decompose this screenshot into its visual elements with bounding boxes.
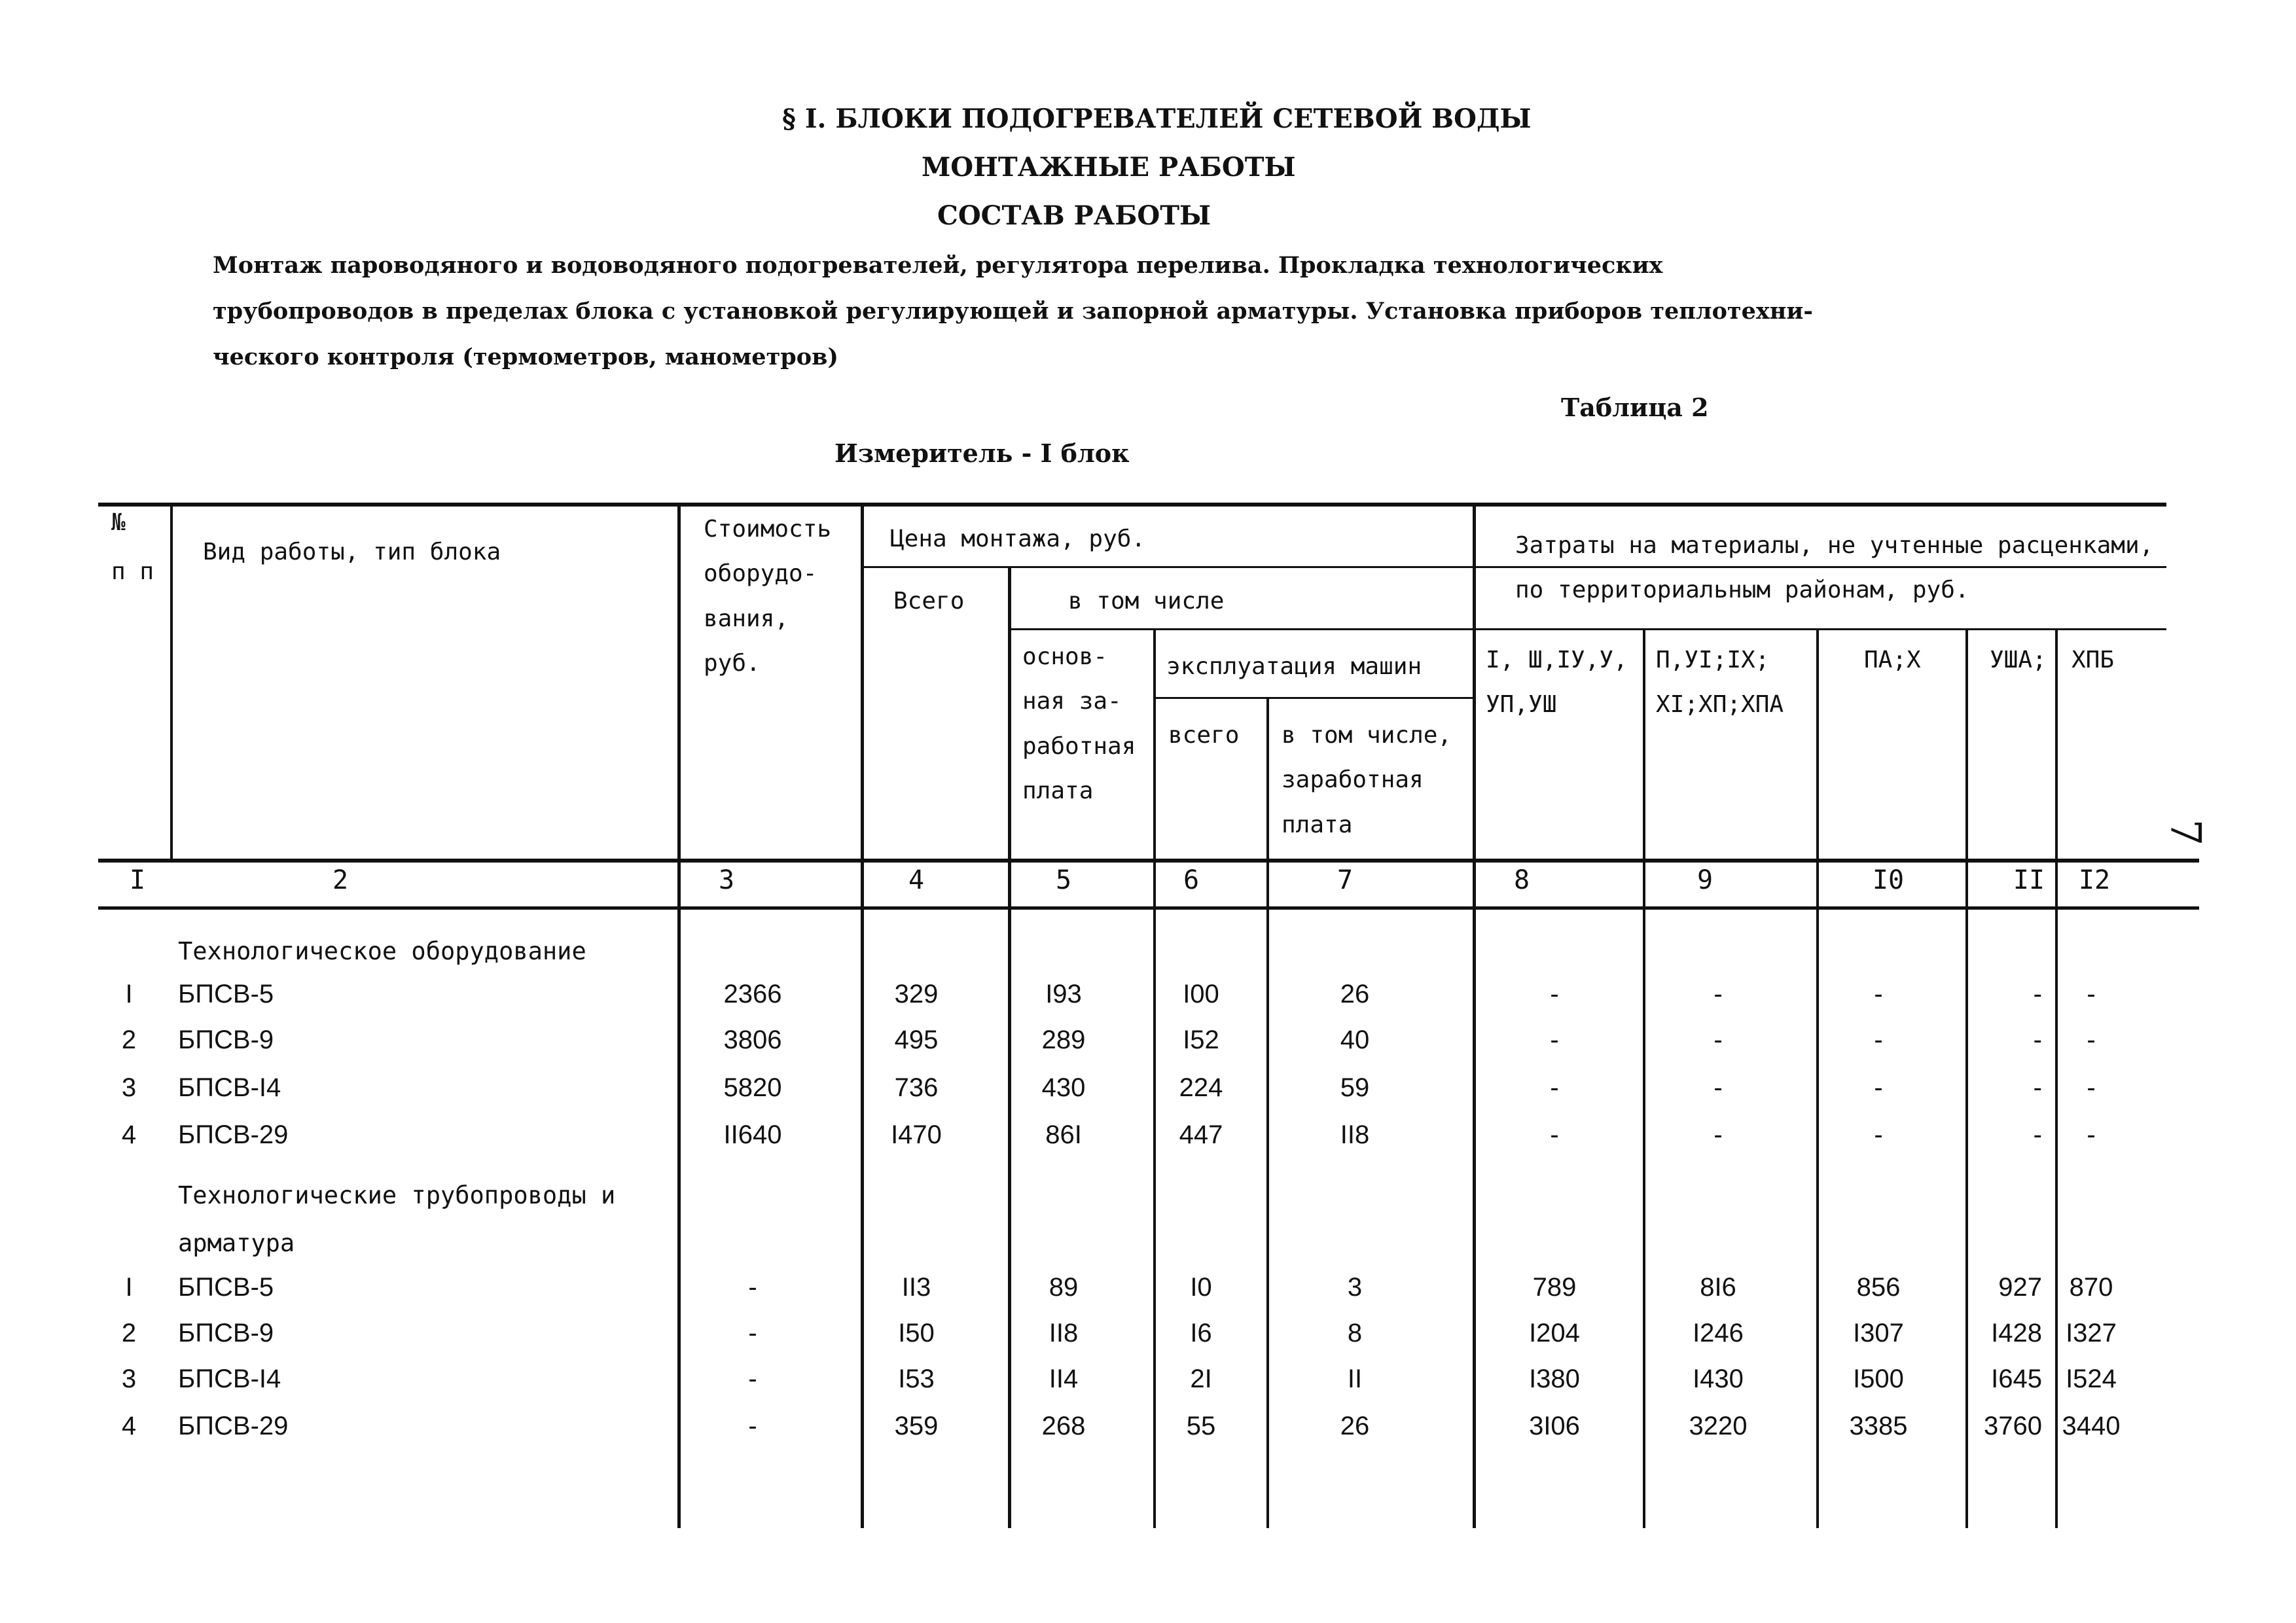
- cell-r8: -: [1550, 980, 1559, 1008]
- cell-total: I53: [898, 1364, 935, 1393]
- col-number: 2: [332, 865, 349, 895]
- col-r8-header: I, Ш,IУ,У, УП,УШ: [1486, 647, 1628, 719]
- cell-r10: 3385: [1849, 1412, 1908, 1440]
- cell-total: II3: [901, 1273, 931, 1302]
- col-number: II: [2013, 865, 2045, 895]
- cell-r8: -: [1550, 1026, 1559, 1054]
- cell-mwage: II8: [1340, 1120, 1370, 1149]
- cell-r11: -: [2033, 1026, 2042, 1054]
- cell-r9: 3220: [1689, 1412, 1748, 1440]
- col-number: I0: [1872, 865, 1905, 895]
- cell-r10: 856: [1856, 1273, 1901, 1302]
- col-work-header: Вид работы, тип блока: [203, 539, 501, 565]
- cell-r8: I204: [1529, 1319, 1580, 1347]
- col-wage-header: основ- ная за- работная плата: [1022, 643, 1136, 805]
- cell-mtotal: I6: [1190, 1319, 1212, 1347]
- cell-name: БПСВ-I4: [178, 1073, 281, 1102]
- col-r12-header: ХПБ: [2072, 647, 2115, 673]
- cell-mtotal: I0: [1190, 1273, 1212, 1302]
- cell-mwage: 3: [1347, 1273, 1363, 1302]
- cell-name: БПСВ-I4: [178, 1364, 281, 1393]
- cell-mwage: 8: [1347, 1319, 1363, 1347]
- cell-n: 4: [121, 1412, 137, 1440]
- cell-name: БПСВ-9: [178, 1026, 274, 1054]
- cell-r10: -: [1874, 1073, 1883, 1102]
- col-machines-header: эксплуатация машин: [1166, 653, 1422, 680]
- composition-title: СОСТАВ РАБОТЫ: [937, 200, 1211, 231]
- cell-cost: -: [748, 1273, 757, 1302]
- cell-mwage: II: [1347, 1364, 1363, 1393]
- cell-r11: 927: [1998, 1273, 2042, 1302]
- cell-r8: 3I06: [1529, 1412, 1580, 1440]
- cell-wage: 89: [1049, 1273, 1079, 1302]
- description-line-2: трубопроводов в пределах блока с установкой регулирующей и запорной арматуры. Установка приборов теплотехни-: [213, 298, 1813, 325]
- cell-r9: -: [1713, 1073, 1723, 1102]
- section1-title: Технологическое оборудование: [178, 937, 586, 965]
- cell-cost: II640: [723, 1120, 782, 1149]
- cell-n: 2: [121, 1026, 137, 1054]
- section2-title-line2: арматура: [178, 1229, 295, 1257]
- cell-r11: I428: [1991, 1319, 2042, 1347]
- cell-r11: -: [2033, 1120, 2042, 1149]
- cell-name: БПСВ-5: [178, 980, 274, 1008]
- col-number: 4: [908, 865, 925, 895]
- cell-mwage: 26: [1340, 1412, 1370, 1440]
- cell-r8: -: [1550, 1073, 1559, 1102]
- col-materials-header: Затраты на материалы, не учтенные расценками, по территориальным районам, руб.: [1515, 532, 2154, 604]
- cell-wage: I93: [1045, 980, 1082, 1008]
- subtitle: МОНТАЖНЫЕ РАБОТЫ: [922, 152, 1296, 183]
- cell-n: 2: [121, 1319, 137, 1347]
- cell-r12: -: [2087, 1073, 2096, 1102]
- cell-n: 3: [121, 1364, 137, 1393]
- cell-r12: -: [2087, 1026, 2096, 1054]
- description-line-3: ческого контроля (термометров, манометров): [213, 344, 838, 370]
- cell-r11: -: [2033, 980, 2042, 1008]
- cell-name: БПСВ-29: [178, 1120, 289, 1149]
- col-number: 3: [718, 865, 735, 895]
- section-title: § I. БЛОКИ ПОДОГРЕВАТЕЛЕЙ СЕТЕВОЙ ВОДЫ: [782, 103, 1532, 134]
- col-cost-header: Стоимость оборудо- вания, руб.: [704, 516, 832, 677]
- table-label: Таблица 2: [1561, 393, 1709, 422]
- col-number: 9: [1696, 865, 1713, 895]
- col-number: 7: [1336, 865, 1354, 895]
- cell-cost: 2366: [723, 980, 782, 1008]
- cell-r12: 870: [2069, 1273, 2113, 1302]
- cell-r12: -: [2087, 980, 2096, 1008]
- cell-r11: 3760: [1984, 1412, 2042, 1440]
- cell-cost: -: [748, 1364, 757, 1393]
- col-r9-header: П,УI;IХ; ХI;ХП;ХПА: [1656, 647, 1784, 719]
- cell-r9: -: [1713, 980, 1723, 1008]
- cell-cost: -: [748, 1412, 757, 1440]
- cell-wage: 430: [1041, 1073, 1086, 1102]
- cell-name: БПСВ-29: [178, 1412, 289, 1440]
- cell-r8: 789: [1532, 1273, 1577, 1302]
- col-number: 8: [1513, 865, 1530, 895]
- cell-r9: 8I6: [1700, 1273, 1736, 1302]
- cell-r8: I380: [1529, 1364, 1580, 1393]
- cell-r11: I645: [1991, 1364, 2042, 1393]
- col-number: 5: [1055, 865, 1072, 895]
- col-num-a: №: [111, 509, 126, 536]
- col-number: I: [129, 865, 146, 895]
- cell-total: I470: [891, 1120, 942, 1149]
- col-r11-header: УША;: [1990, 647, 2047, 673]
- cell-mwage: 40: [1340, 1026, 1370, 1054]
- cell-total: 329: [894, 980, 939, 1008]
- cell-mwage: 59: [1340, 1073, 1370, 1102]
- cell-cost: 5820: [723, 1073, 782, 1102]
- cell-wage: 289: [1041, 1026, 1086, 1054]
- col-mtotal-header: всего: [1168, 722, 1240, 749]
- page-number: 7: [2161, 819, 2210, 846]
- cell-n: I: [125, 980, 133, 1008]
- cell-mtotal: I00: [1183, 980, 1219, 1008]
- cell-mtotal: I52: [1183, 1026, 1219, 1054]
- cell-r12: -: [2087, 1120, 2096, 1149]
- cell-r9: I246: [1693, 1319, 1744, 1347]
- cell-r12: 3440: [2062, 1412, 2121, 1440]
- measure-label: Измеритель - I блок: [834, 438, 1130, 468]
- description-line-1: Монтаж пароводяного и водоводяного подогревателей, регулятора перелива. Прокладка технологических: [213, 252, 1663, 279]
- cell-r10: -: [1874, 1026, 1883, 1054]
- cell-r10: -: [1874, 1120, 1883, 1149]
- cell-cost: -: [748, 1319, 757, 1347]
- col-mwage-header: в том числе, заработная плата: [1282, 722, 1452, 838]
- cell-wage: II4: [1049, 1364, 1079, 1393]
- cell-r12: I524: [2066, 1364, 2117, 1393]
- cell-wage: II8: [1049, 1319, 1079, 1347]
- cell-total: 495: [894, 1026, 939, 1054]
- col-r10-header: ПА;Х: [1864, 647, 1921, 673]
- cell-n: I: [125, 1273, 133, 1302]
- cell-r10: I307: [1853, 1319, 1904, 1347]
- cell-name: БПСВ-5: [178, 1273, 274, 1302]
- cell-r12: I327: [2066, 1319, 2117, 1347]
- col-incl-header: в том числе: [1068, 588, 1225, 615]
- cell-r10: -: [1874, 980, 1883, 1008]
- col-total-header: Всего: [893, 588, 965, 615]
- cell-total: 359: [894, 1412, 939, 1440]
- cell-n: 3: [121, 1073, 137, 1102]
- cell-name: БПСВ-9: [178, 1319, 274, 1347]
- cell-mwage: 26: [1340, 980, 1370, 1008]
- col-number: 6: [1183, 865, 1200, 895]
- cell-wage: 86I: [1045, 1120, 1082, 1149]
- cell-r8: -: [1550, 1120, 1559, 1149]
- col-number: I2: [2078, 865, 2111, 895]
- cell-mtotal: 2I: [1190, 1364, 1212, 1393]
- cell-r10: I500: [1853, 1364, 1904, 1393]
- cell-r9: I430: [1693, 1364, 1744, 1393]
- col-price-header: Цена монтажа, руб.: [890, 526, 1146, 552]
- cell-total: 736: [894, 1073, 939, 1102]
- cell-total: I50: [898, 1319, 935, 1347]
- cell-r9: -: [1713, 1026, 1723, 1054]
- section2-title-line1: Технологические трубопроводы и: [178, 1181, 616, 1209]
- cell-cost: 3806: [723, 1026, 782, 1054]
- cell-r9: -: [1713, 1120, 1723, 1149]
- cell-wage: 268: [1041, 1412, 1086, 1440]
- cell-mtotal: 55: [1186, 1412, 1216, 1440]
- cell-n: 4: [121, 1120, 137, 1149]
- cell-mtotal: 447: [1179, 1120, 1223, 1149]
- cell-mtotal: 224: [1179, 1073, 1223, 1102]
- col-num-b: п п: [111, 558, 154, 585]
- cell-r11: -: [2033, 1073, 2042, 1102]
